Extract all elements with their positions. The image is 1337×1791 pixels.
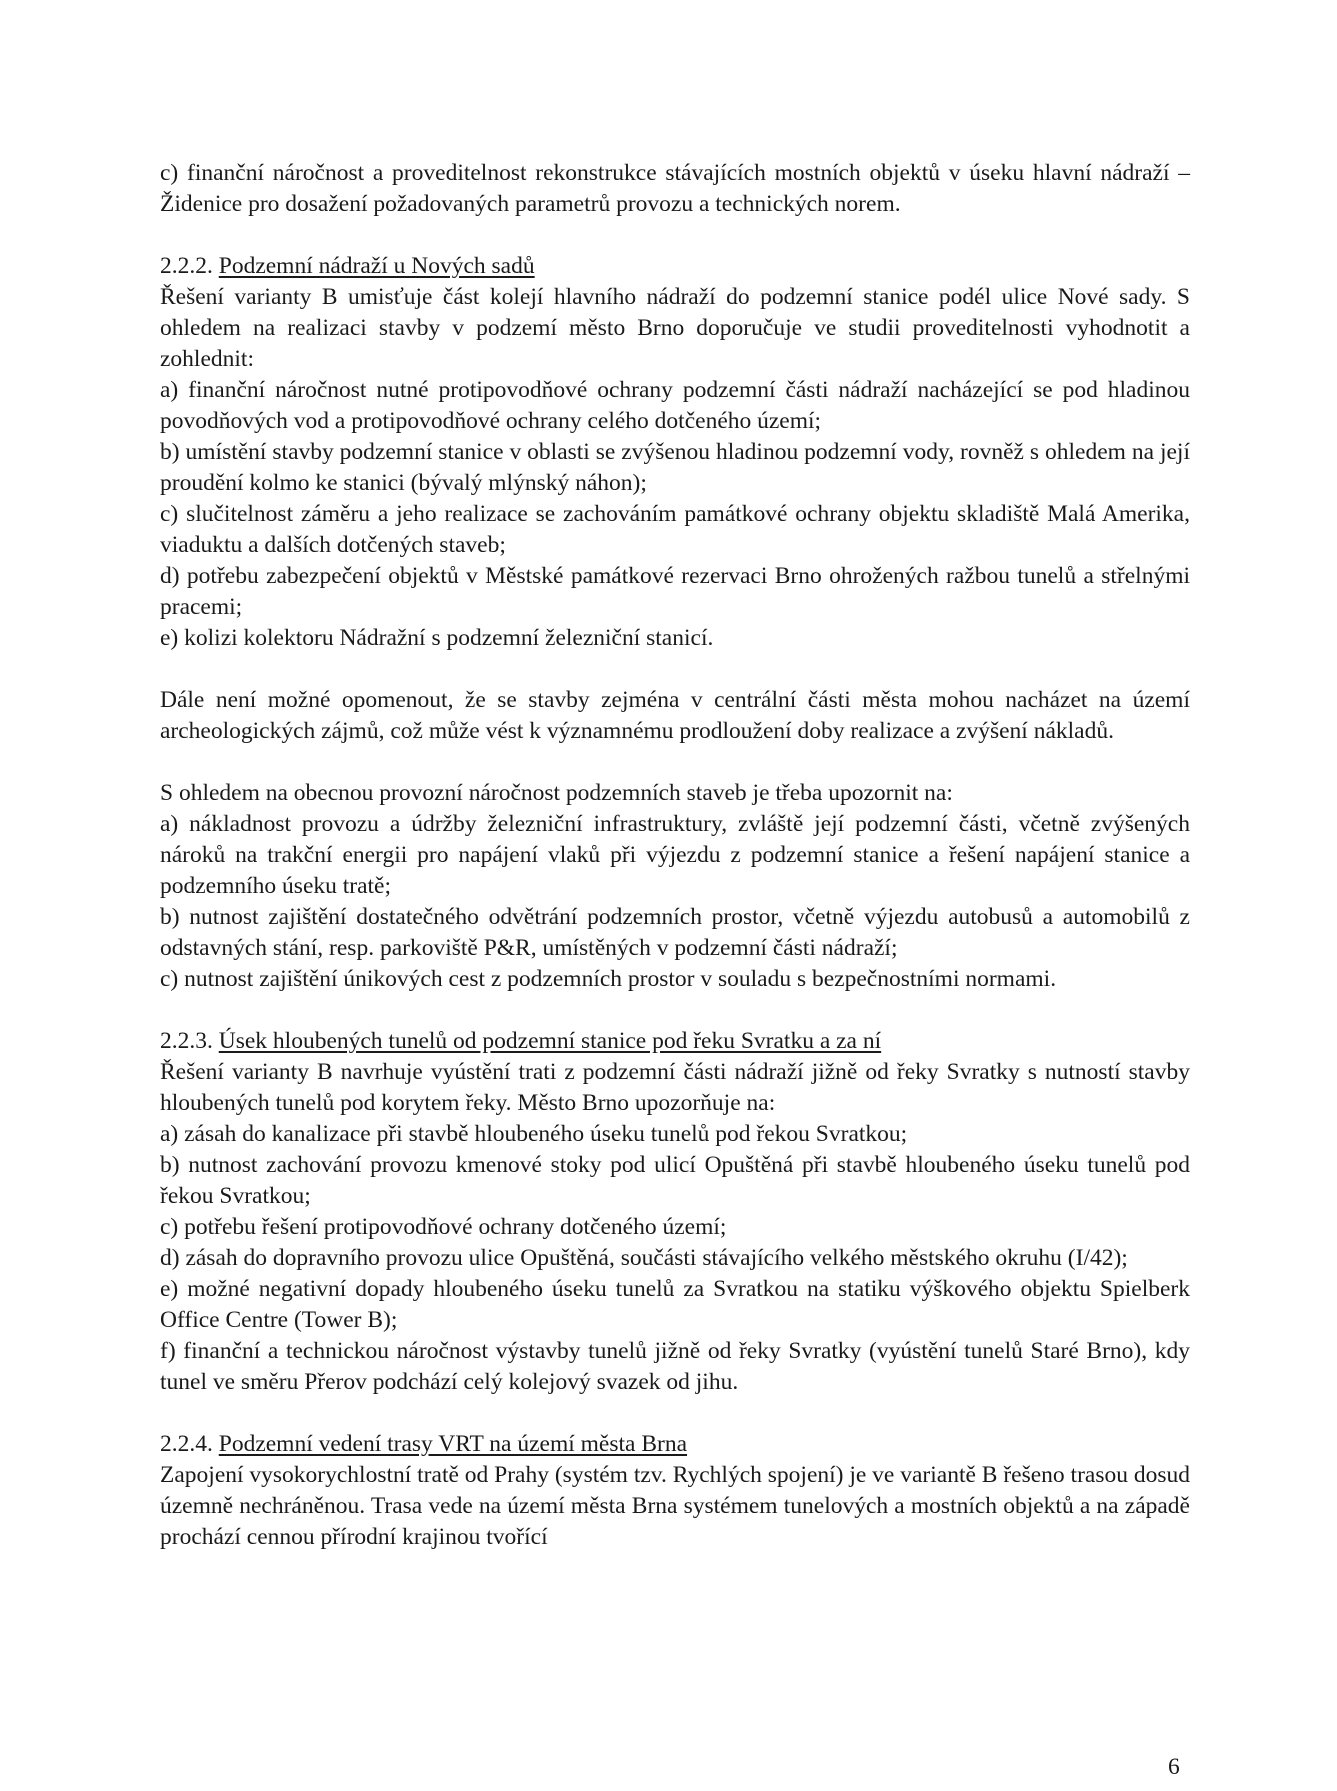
list-item: b) nutnost zachování provozu kmenové stoky pod ulicí Opuštěná při stavbě hloubeného úseku tunelů pod řekou Svratkou; xyxy=(160,1152,1190,1209)
section-gap xyxy=(160,220,1190,251)
document-page xyxy=(160,158,1190,1553)
list-item: c) potřebu řešení protipovodňové ochrany dotčeného území; xyxy=(160,1214,727,1240)
section-2-2-4 xyxy=(160,1429,1190,1553)
paragraph: Zapojení vysokorychlostní tratě od Prahy (systém tzv. Rychlých spojení) je ve variantě B řešeno trasou dosud územně nechráněnou. Trasa vede na území města Brna systémem tunelových a mostních objektů a na západě prochází cennou přírodní krajinou tvořící xyxy=(160,1462,1190,1550)
section-heading xyxy=(160,1429,1190,1460)
paragraph: c) finanční náročnost a proveditelnost rekonstrukce stávajících mostních objektů v úseku hlavní nádraží – Židenice pro dosažení požadovaných parametrů provozu a technických norem. xyxy=(160,160,1190,217)
section-2-2-2 xyxy=(160,251,1190,654)
list-item: e) kolizi kolektoru Nádražní s podzemní železniční stanicí. xyxy=(160,625,714,651)
list-item: b) umístění stavby podzemní stanice v oblasti se zvýšenou hladinou podzemní vody, rovněž s ohledem na její proudění kolmo ke stanici (bývalý mlýnský náhon); xyxy=(160,439,1190,496)
list-item: f) finanční a technickou náročnost výstavby tunelů jižně od řeky Svratky (vyústění tunelů Staré Brno), kdy tunel ve směru Přerov podchází celý kolejový svazek od jihu. xyxy=(160,1338,1190,1395)
paragraph: S ohledem na obecnou provozní náročnost podzemních staveb je třeba upozornit na: xyxy=(160,780,953,806)
list-item: c) slučitelnost záměru a jeho realizace se zachováním památkové ochrany objektu skladiště Malá Amerika, viaduktu a dalších dotčených staveb; xyxy=(160,501,1190,558)
list-item: a) nákladnost provozu a údržby železniční infrastruktury, zvláště její podzemní části, včetně zvýšených nároků na trakční energii pro napájení vlaků při výjezdu z podzemní stanice a řešení napájení stanice a podzemního úseku tratě; xyxy=(160,811,1190,899)
section-number: 2.2.3. xyxy=(160,1028,219,1054)
list-item: b) nutnost zajištění dostatečného odvětrání podzemních prostor, včetně výjezdu autobusů a automobilů z odstavných stání, resp. parkoviště P&R, umístěných v podzemní části nádraží; xyxy=(160,904,1190,961)
section-intro xyxy=(160,158,1190,220)
section-2-2-3 xyxy=(160,1026,1190,1398)
section-gap xyxy=(160,995,1190,1026)
section-gap xyxy=(160,1398,1190,1429)
section-operations xyxy=(160,778,1190,995)
paragraph: Dále není možné opomenout, že se stavby zejména v centrální části města mohou nacházet na území archeologických zájmů, což může vést k významnému prodloužení doby realizace a zvýšení nákladů. xyxy=(160,687,1190,744)
paragraph: Řešení varianty B navrhuje vyústění trati z podzemní části nádraží jižně od řeky Svratky s nutností stavby hloubených tunelů pod korytem řeky. Město Brno upozorňuje na: xyxy=(160,1059,1190,1116)
list-item: d) potřebu zabezpečení objektů v Městské památkové rezervaci Brno ohrožených ražbou tunelů a střelnými pracemi; xyxy=(160,563,1190,620)
section-title: Podzemní nádraží u Nových sadů xyxy=(218,253,535,279)
section-heading xyxy=(160,251,1190,282)
section-heading xyxy=(160,1026,1190,1057)
paragraph: Řešení varianty B umisťuje část kolejí hlavního nádraží do podzemní stanice podél ulice Nové sady. S ohledem na realizaci stavby v podzemí město Brno doporučuje ve studii proveditelnosti vyhodnotit a zohlednit: xyxy=(160,284,1190,372)
section-title: Podzemní vedení trasy VRT na území města Brna xyxy=(218,1431,688,1457)
list-item: a) zásah do kanalizace při stavbě hloubeného úseku tunelů pod řekou Svratkou; xyxy=(160,1121,908,1147)
section-number: 2.2.4. xyxy=(160,1431,219,1457)
section-number: 2.2.2. xyxy=(160,253,219,279)
section-archeology xyxy=(160,685,1190,747)
section-gap xyxy=(160,747,1190,778)
list-item: d) zásah do dopravního provozu ulice Opuštěná, součásti stávajícího velkého městského okruhu (I/42); xyxy=(160,1245,1128,1271)
section-gap xyxy=(160,654,1190,685)
list-item: e) možné negativní dopady hloubeného úseku tunelů za Svratkou na statiku výškového objektu Spielberk Office Centre (Tower B); xyxy=(160,1276,1190,1333)
list-item: c) nutnost zajištění únikových cest z podzemních prostor v souladu s bezpečnostními normami. xyxy=(160,966,1057,992)
page-number: 6 xyxy=(1168,1754,1180,1780)
list-item: a) finanční náročnost nutné protipovodňové ochrany podzemní části nádraží nacházející se pod hladinou povodňových vod a protipovodňové ochrany celého dotčeného území; xyxy=(160,377,1190,434)
section-title: Úsek hloubených tunelů od podzemní stanice pod řeku Svratku a za ní xyxy=(218,1028,882,1054)
